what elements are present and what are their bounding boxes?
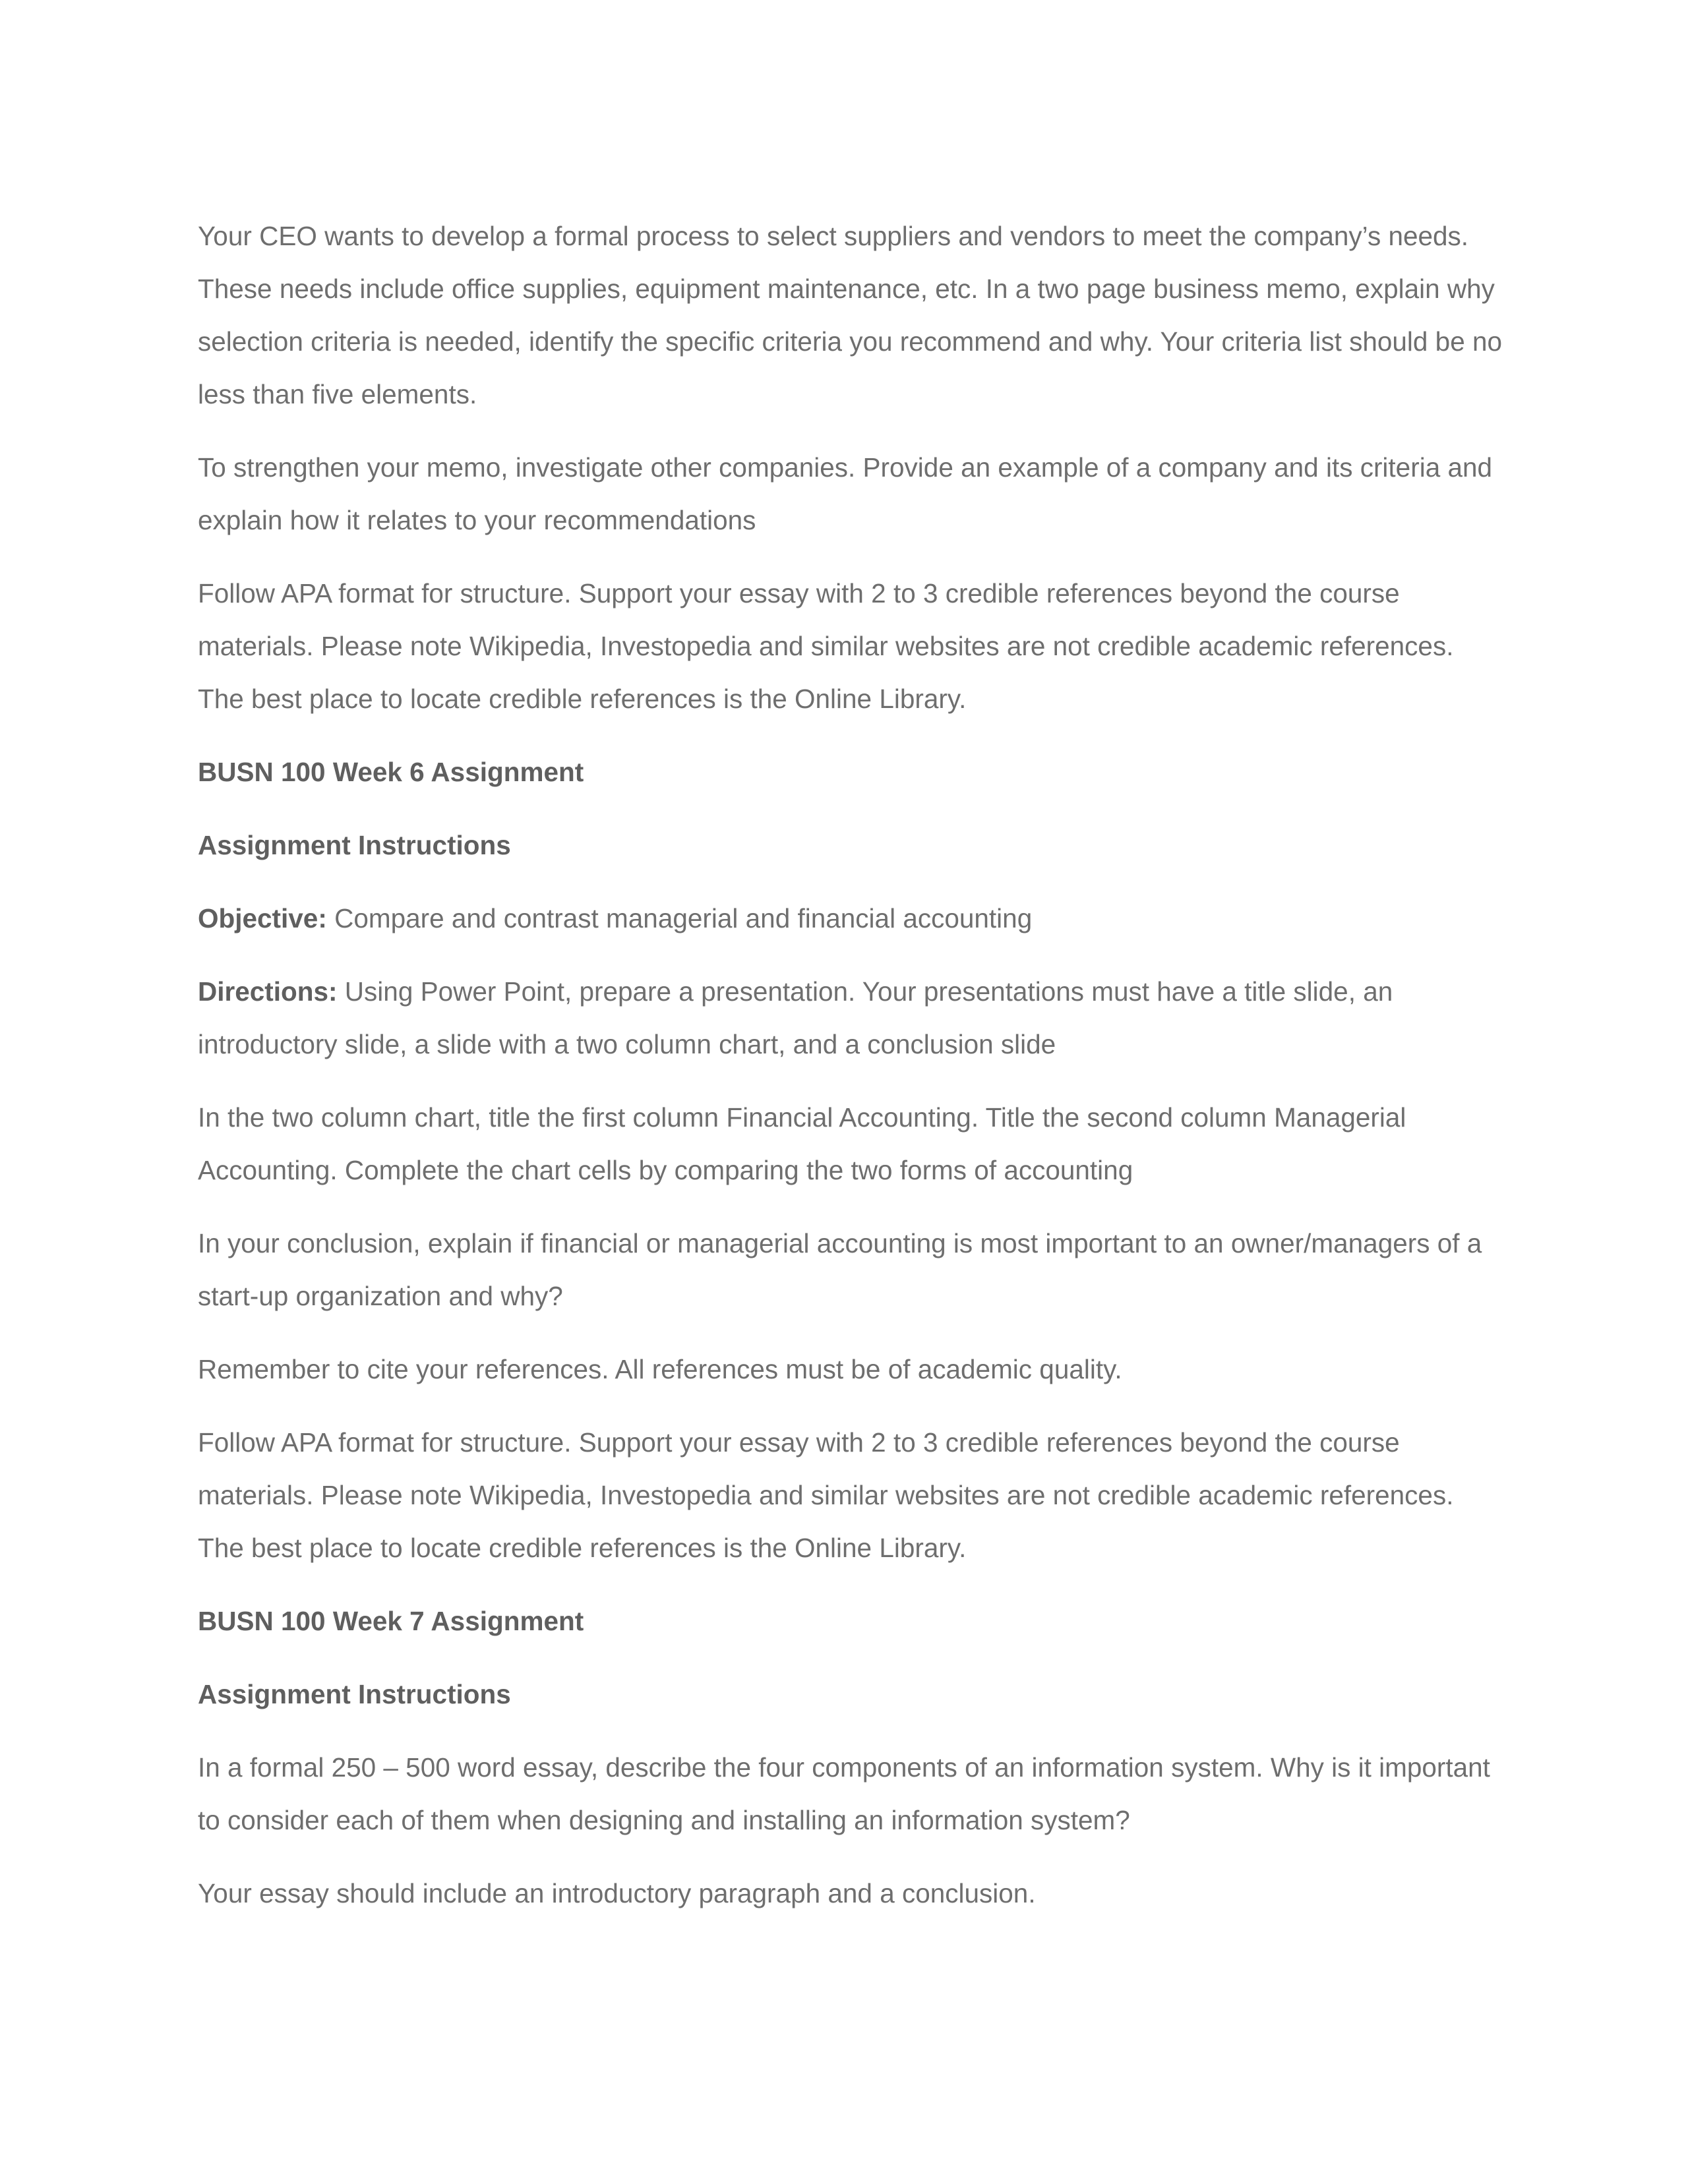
paragraph-strengthen-memo: To strengthen your memo, investigate other companies. Provide an example of a company and its criteria and explain how it relates to your recommendations: [198, 452, 1493, 535]
document-page: [198, 210, 1503, 1940]
paragraph-cite-references: Remember to cite your references. All references must be of academic quality.: [198, 1354, 1122, 1384]
heading-assignment-instructions-2: Assignment Instructions: [198, 1679, 511, 1709]
paragraph-apa-format: Follow APA format for structure. Support your essay with 2 to 3 credible references beyond the course materials. Please note Wikipedia, Investopedia and similar websites are not credible academic references. The best place to locate credible references is the Online Library.: [198, 578, 1454, 714]
paragraph-information-system: In a formal 250 – 500 word essay, describe the four components of an information system. Why is it important to consider each of them when designing and installing an information system?: [198, 1752, 1490, 1835]
paragraph-directions: [198, 965, 1503, 1071]
paragraph-objective: [198, 892, 1503, 945]
heading-week-6: BUSN 100 Week 6 Assignment: [198, 757, 584, 787]
directions-label: Directions:: [198, 976, 338, 1007]
paragraph-two-column-chart: In the two column chart, title the first column Financial Accounting. Title the second column Managerial Accounting. Complete the chart cells by comparing the two forms of accounting: [198, 1102, 1406, 1185]
objective-text: Compare and contrast managerial and financial accounting: [326, 903, 1033, 933]
paragraph-conclusion: In your conclusion, explain if financial or managerial accounting is most important to an owner/managers of a start-up organization and why?: [198, 1228, 1482, 1311]
heading-assignment-instructions: Assignment Instructions: [198, 830, 511, 860]
paragraph-apa-format-2: Follow APA format for structure. Support your essay with 2 to 3 credible references beyond the course materials. Please note Wikipedia, Investopedia and similar websites are not credible academic references. The best place to locate credible references is the Online Library.: [198, 1427, 1454, 1563]
directions-text: Using Power Point, prepare a presentation. Your presentations must have a title slide, an introductory slide, a slide with a two column chart, and a conclusion slide: [198, 976, 1393, 1059]
paragraph-essay-structure: Your essay should include an introductory paragraph and a conclusion.: [198, 1878, 1036, 1908]
paragraph-ceo-memo: Your CEO wants to develop a formal process to select suppliers and vendors to meet the company’s needs. These needs include office supplies, equipment maintenance, etc. In a two page business memo, explain why selection criteria is needed, identify the specific criteria you recommend and why. Your criteria list should be no less than five elements.: [198, 221, 1503, 409]
heading-week-7: BUSN 100 Week 7 Assignment: [198, 1606, 584, 1636]
objective-label: Objective:: [198, 903, 327, 933]
